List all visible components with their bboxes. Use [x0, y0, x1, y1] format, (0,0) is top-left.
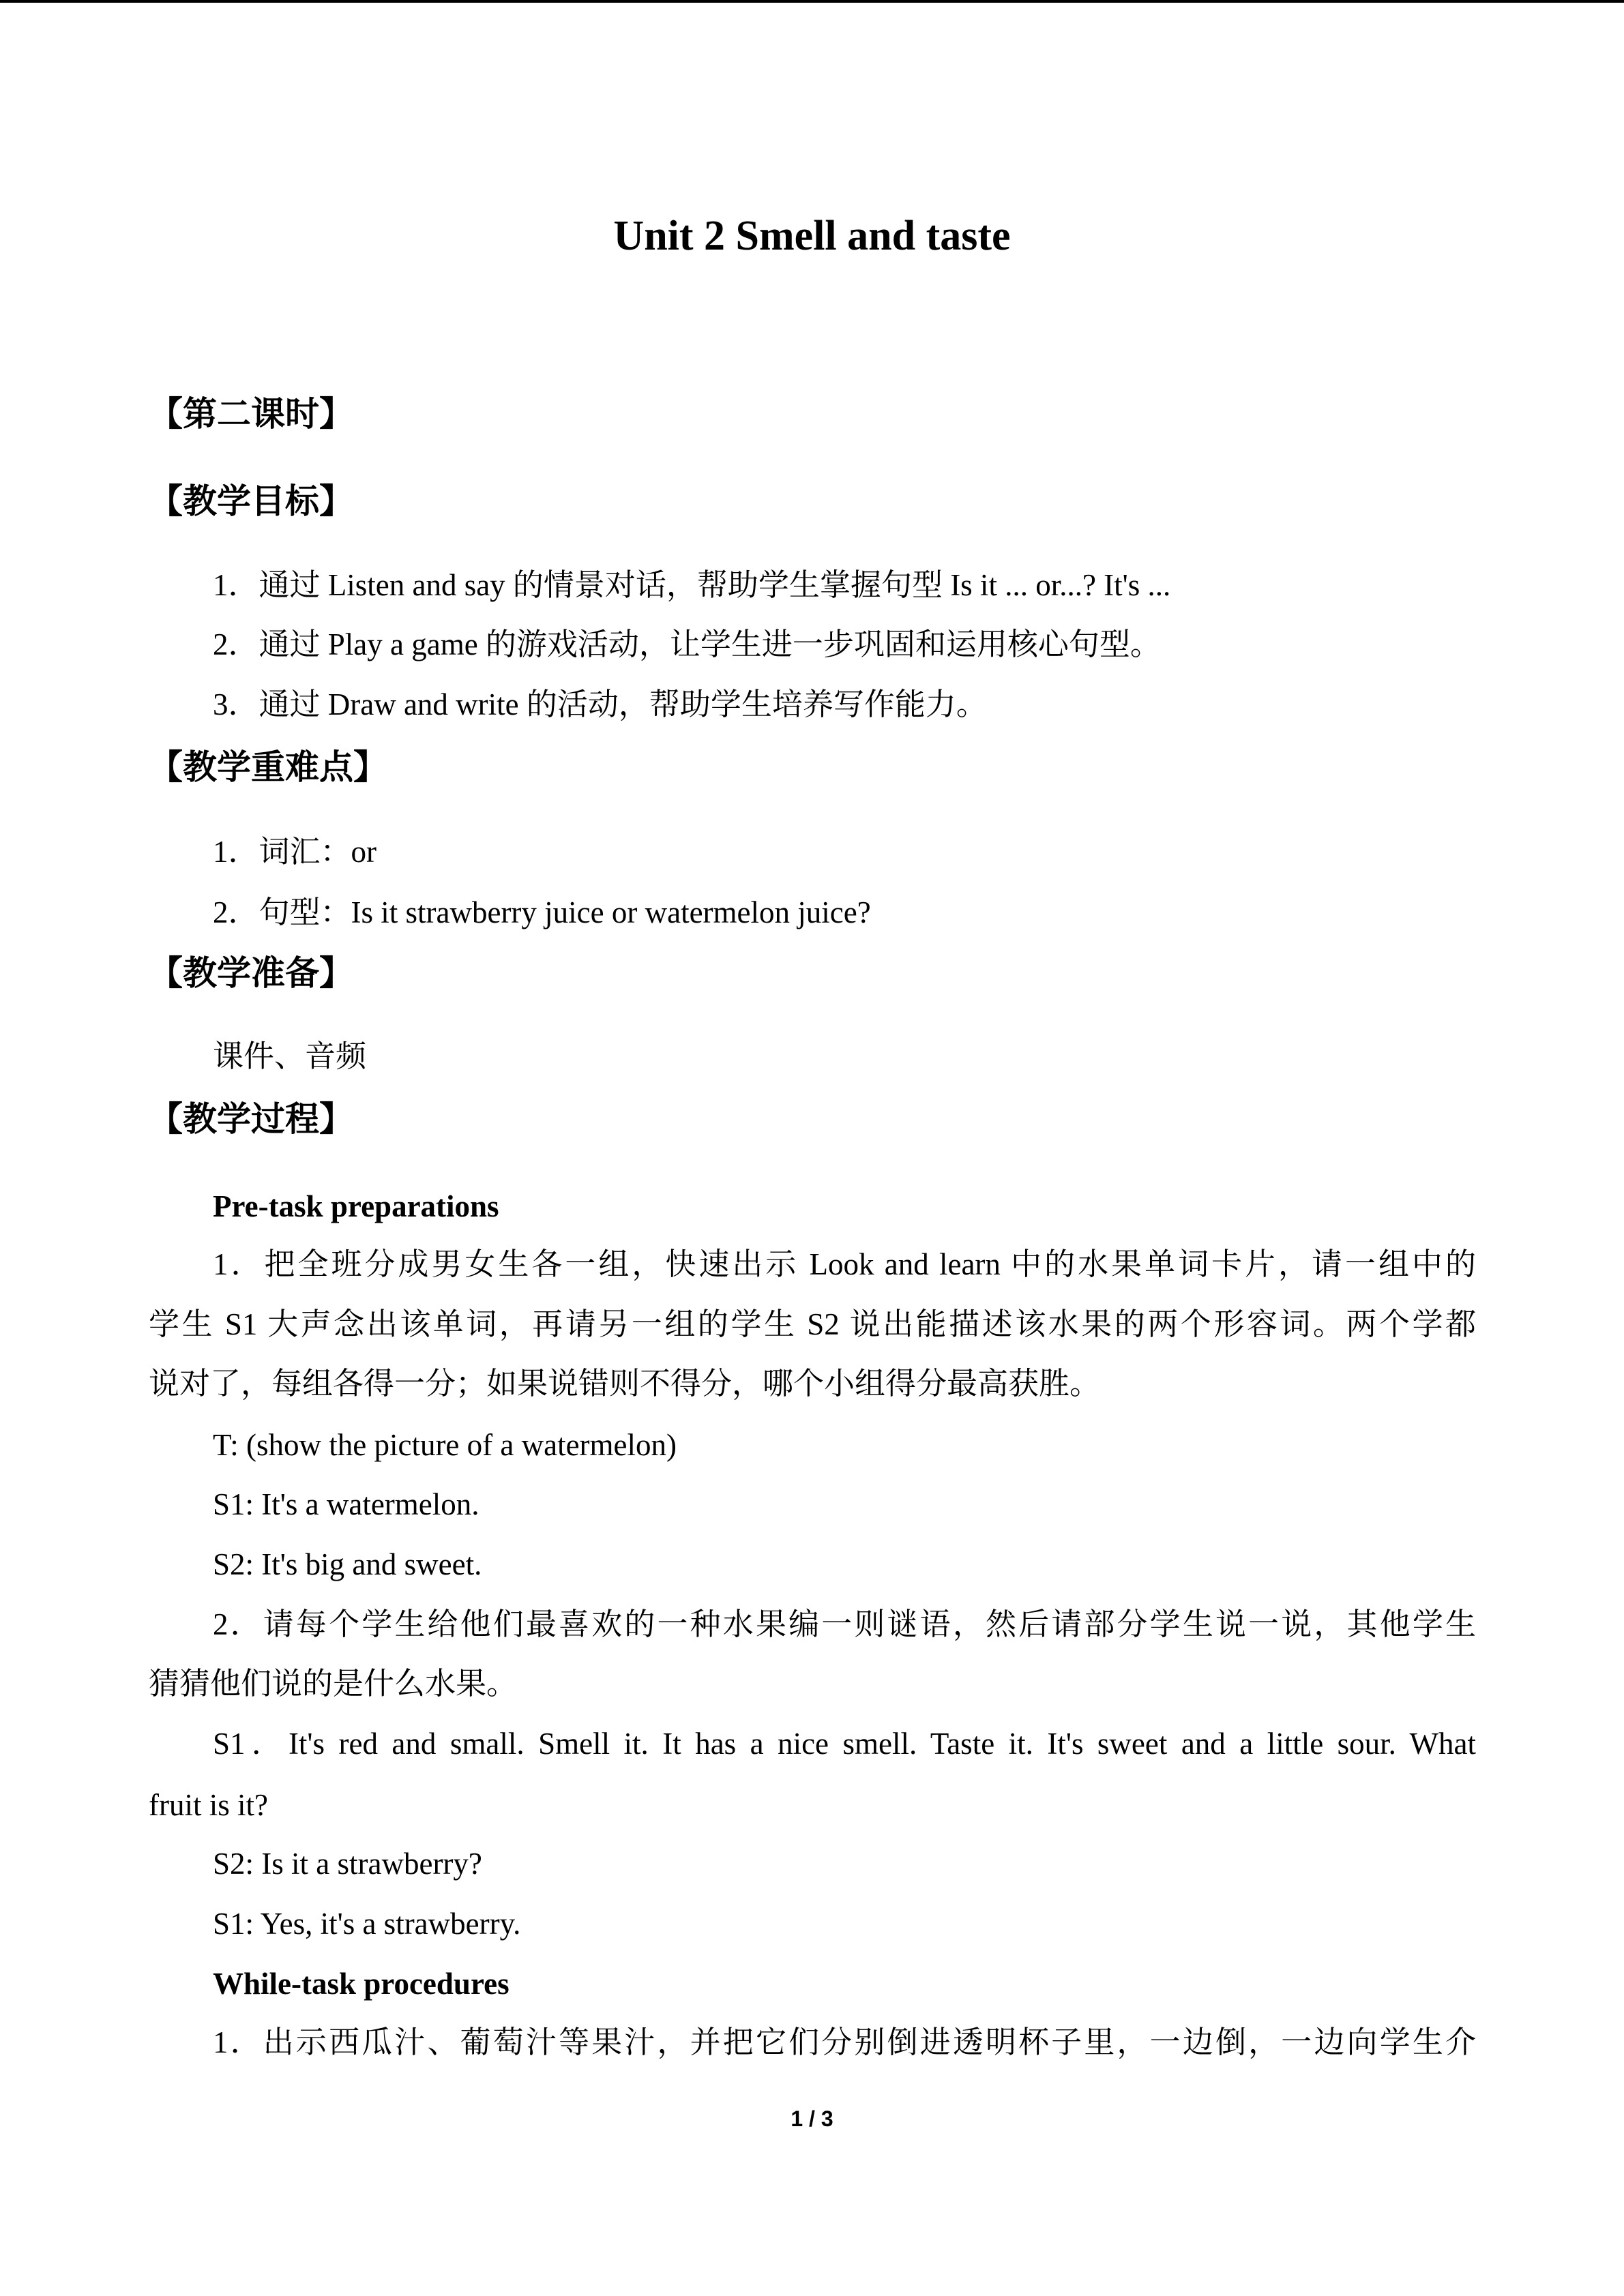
objective-item: 3．通过 Draw and write 的活动，帮助学生培养写作能力。	[213, 687, 987, 721]
page-number: 1 / 3	[791, 2106, 833, 2131]
preparation-text: 课件、音频	[213, 1039, 367, 1073]
dialogue-line: fruit is it?	[149, 1788, 268, 1822]
dialogue-line: S2: It's big and sweet.	[213, 1547, 482, 1581]
key-point-item: 1．词汇：or	[213, 835, 377, 869]
heading-preparation: 【教学准备】	[149, 953, 353, 993]
paragraph-line: 学生 S1 大声念出该单词，再请另一组的学生 S2 说出能描述该水果的两个形容词。两个学都	[149, 1307, 1476, 1341]
key-point-item: 2．句型：Is it strawberry juice or watermelon juice?	[213, 895, 871, 929]
dialogue-line: S1．It's red and small. Smell it. It has a nice smell. Taste it. It's sweet and a little sour. What	[213, 1727, 1476, 1761]
dialogue-line: S1: It's a watermelon.	[213, 1487, 479, 1521]
paragraph-line: 说对了，每组各得一分；如果说错则不得分，哪个小组得分最高获胜。	[149, 1367, 1101, 1401]
dialogue-line: S2: Is it a strawberry?	[213, 1847, 482, 1881]
heading-key-points: 【教学重难点】	[149, 747, 387, 787]
dialogue-line: T: (show the picture of a watermelon)	[213, 1428, 677, 1462]
objective-item: 2．通过 Play a game 的游戏活动，让学生进一步巩固和运用核心句型。	[213, 627, 1161, 661]
objective-item: 1．通过 Listen and say 的情景对话，帮助学生掌握句型 Is it ... or...? It's ...	[213, 568, 1171, 602]
paragraph-line: 2．请每个学生给他们最喜欢的一种水果编一则谜语，然后请部分学生说一说，其他学生	[213, 1607, 1476, 1641]
paragraph-line: 1．出示西瓜汁、葡萄汁等果汁，并把它们分别倒进透明杯子里，一边倒，一边向学生介	[213, 2025, 1476, 2059]
section-label-pre-task: Pre-task preparations	[213, 1189, 499, 1223]
paragraph-line: 1．把全班分成男女生各一组，快速出示 Look and learn 中的水果单词卡片，请一组中的	[213, 1247, 1476, 1281]
section-label-while-task: While-task procedures	[213, 1967, 510, 2001]
heading-lesson: 【第二课时】	[149, 394, 353, 434]
document-title: Unit 2 Smell and taste	[613, 213, 1011, 259]
dialogue-line: S1: Yes, it's a strawberry.	[213, 1907, 521, 1941]
heading-objectives: 【教学目标】	[149, 481, 353, 521]
paragraph-line: 猜猜他们说的是什么水果。	[149, 1667, 518, 1701]
heading-procedure: 【教学过程】	[149, 1099, 353, 1139]
